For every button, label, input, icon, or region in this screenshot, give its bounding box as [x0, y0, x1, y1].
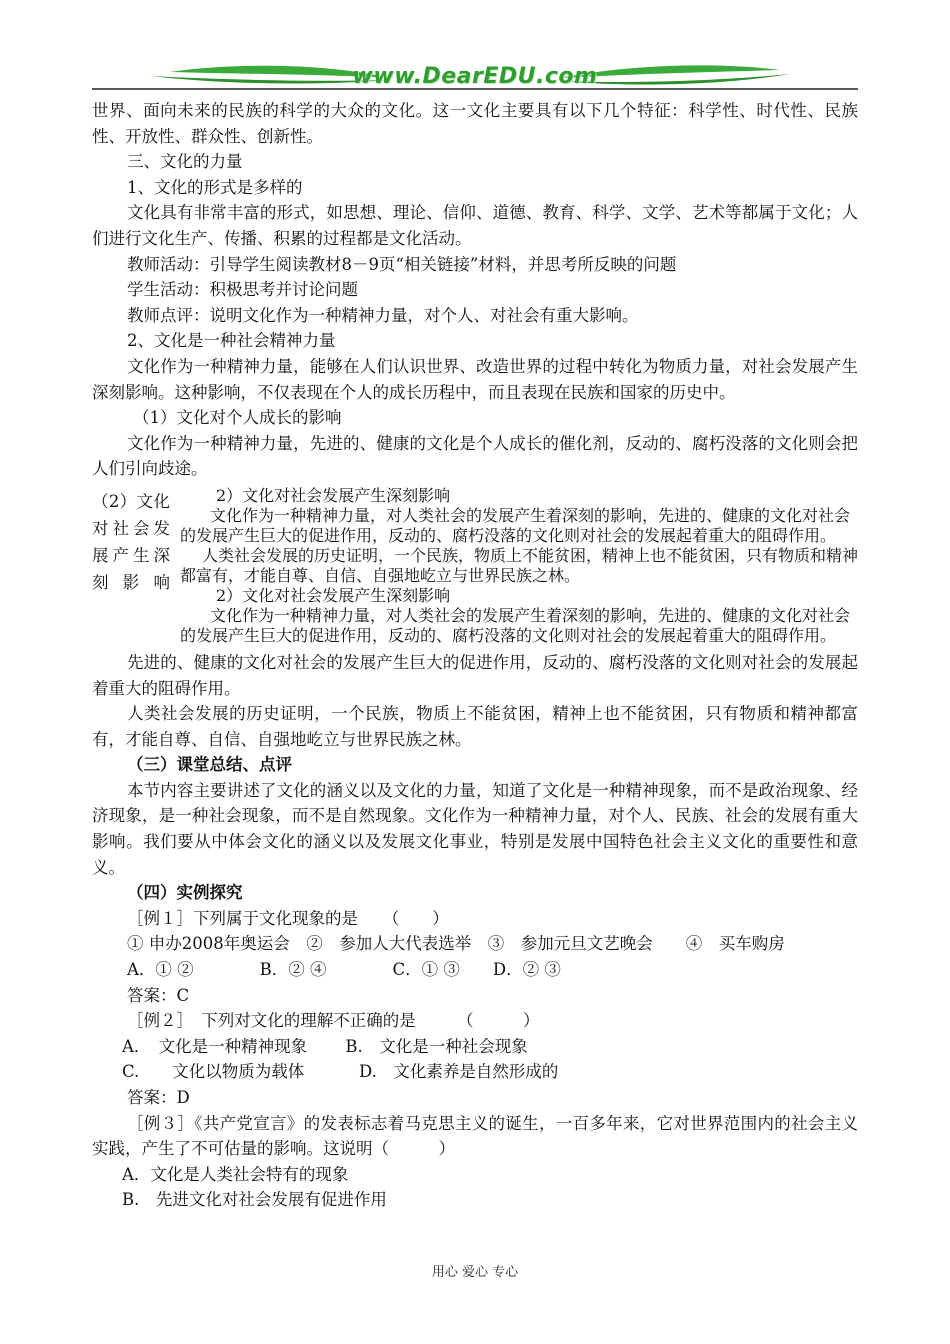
example-question: ［例２］ 下列对文化的理解不正确的是 （ ） — [127, 1011, 540, 1031]
textbox-right-content — [180, 486, 950, 646]
section-heading: 三、文化的力量 — [127, 152, 243, 172]
section-heading-cases: （四）实例探究 — [127, 883, 243, 903]
paragraph: 文化作为一种精神力量，能够在人们认识世界、改造世界的过程中转化为物质力量，对社会发展产生深刻影响。这种影响，不仅表现在个人的成长历程中，而且表现在民族和国家的历史中。 — [92, 356, 858, 402]
paragraph: 文化作为一种精神力量，先进的、健康的文化是个人成长的催化剂，反动的、腐朽没落的文化则会把人们引向歧途。 — [92, 433, 858, 479]
paragraph: 先进的、健康的文化对社会的发展产生巨大的促进作用，反动的、腐朽没落的文化则对社会的发展起着重大的阻碍作用。 — [92, 652, 858, 698]
subsection-heading: 1、文化的形式是多样的 — [127, 177, 303, 197]
textbox-line: 的发展产生巨大的促进作用，反动的、腐朽没落的文化则对社会的发展起着重大的阻碍作用。 — [180, 625, 837, 645]
sub-heading: （1）文化对个人成长的影响 — [133, 408, 342, 428]
textbox-line: 文化作为一种精神力量，对人类社会的发展产生着深刻的影响，先进的、健康的文化对社会 — [210, 605, 851, 625]
subsection-heading: 2、文化是一种社会精神力量 — [127, 331, 336, 351]
textbox-line: 的发展产生巨大的促进作用，反动的、腐朽没落的文化则对社会的发展起着重大的阻碍作用。 — [180, 525, 837, 545]
paragraph: 世界、面向未来的民族的科学的大众的文化。这一文化主要具有以下几个特征：科学性、时代性、民族性、开放性、群众性、创新性。 — [92, 101, 858, 146]
example-options: A． 文化是一种精神现象 B. 文化是一种社会现象 — [122, 1036, 528, 1056]
textbox-line: 2）文化对社会发展产生深刻影响 — [216, 485, 451, 505]
example-answer: 答案：C — [127, 985, 190, 1005]
document-body — [92, 98, 858, 1213]
paragraph: 本节内容主要讲述了文化的涵义以及文化的力量，知道了文化是一种精神现象，而不是政治现象、经济现象，是一种社会现象，而不是自然现象。文化作为一种精神力量，对个人、民族、社会的发展有重大影响。我们要从中体会文化的涵义以及发展文化事业，特别是发展中国特色社会主义文化的重要性和意义。 — [92, 780, 858, 877]
textbox-left-label: （2）文化对社会发展产生深刻影响 — [92, 491, 170, 592]
teacher-activity: 教师活动：引导学生阅读教材8－9页“相关链接”材料，并思考所反映的问题 — [127, 254, 677, 274]
textbox-line: 人类社会发展的历史证明，一个民族，物质上不能贫困，精神上也不能贫困，只有物质和精神 — [202, 545, 859, 565]
textbox-line: 2）文化对社会发展产生深刻影响 — [216, 585, 451, 605]
example-options: C. 文化以物质为载体 D. 文化素养是自然形成的 — [122, 1062, 559, 1082]
overlapping-textbox — [92, 486, 858, 646]
section-heading-summary: （三）课堂总结、点评 — [127, 755, 292, 775]
textbox-line: 文化作为一种精神力量，对人类社会的发展产生着深刻的影响，先进的、健康的文化对社会 — [210, 505, 851, 525]
example-question: ［例３］《共产党宣言》的发表标志着马克思主义的诞生，一百多年来，它对世界范围内的社会主义实践，产生了不可估量的影响。这说明（ ） — [92, 1113, 858, 1159]
site-logo-text: www.DearEDU.com — [352, 64, 598, 89]
example-items: ① 申办2008年奥运会 ② 参加人大代表选举 ③ 参加元旦文艺晚会 ④ 买车购房 — [127, 934, 785, 954]
student-activity: 学生活动：积极思考并讨论问题 — [127, 280, 358, 300]
example-answer: 答案：D — [127, 1088, 190, 1107]
paragraph: 文化具有非常丰富的形式，如思想、理论、信仰、道德、教育、科学、文学、艺术等都属于文化；人们进行文化生产、传播、积累的过程都是文化活动。 — [92, 203, 858, 248]
teacher-comment: 教师点评：说明文化作为一种精神力量，对个人、对社会有重大影响。 — [127, 305, 639, 325]
example-option: A．文化是人类社会特有的现象 — [122, 1164, 349, 1184]
example-options: A．① ② B．② ④ C．① ③ D．② ③ — [127, 960, 561, 980]
example-question: ［例１］下列属于文化现象的是 （ ） — [127, 908, 449, 928]
paragraph: 人类社会发展的历史证明，一个民族，物质上不能贫困，精神上也不能贫困，只有物质和精神都富有，才能自尊、自信、自强地屹立与世界民族之林。 — [92, 704, 858, 749]
page-footer: 用心 爱心 专心 — [431, 1265, 519, 1280]
textbox-line: 都富有，才能自尊、自信、自强地屹立与世界民族之林。 — [180, 565, 581, 585]
example-option: B. 先进文化对社会发展有促进作用 — [122, 1190, 387, 1210]
page-header — [90, 58, 860, 92]
